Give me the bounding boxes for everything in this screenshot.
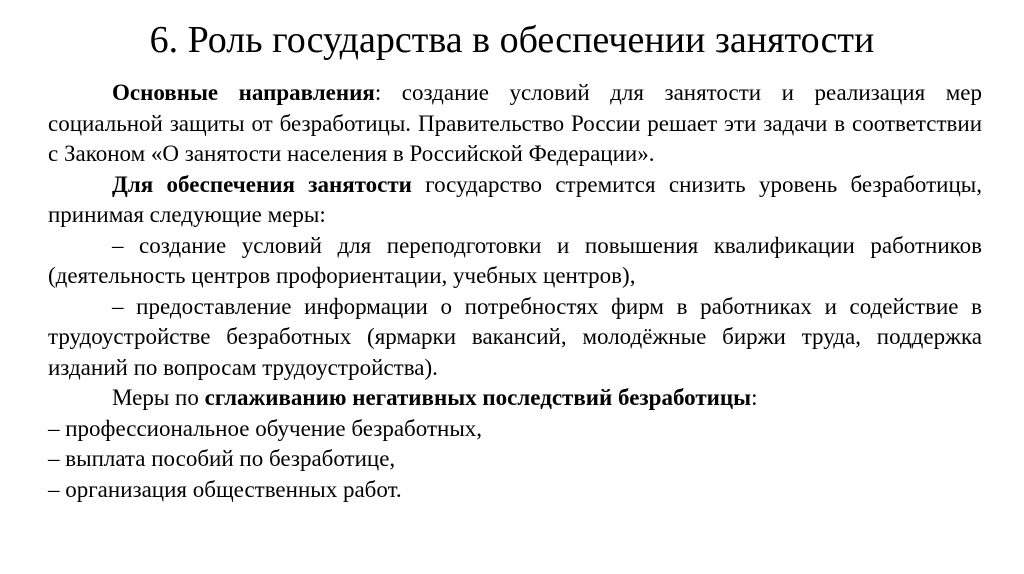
main-directions-heading: Основные направления <box>112 80 375 105</box>
paragraph-mitigation <box>48 383 982 414</box>
paragraph-retraining: – создание условий для переподготовки и повышения квалификации работников (деятельность центров профориентации, учебных центров), <box>48 232 982 288</box>
employment-support-text: государство стремится снизить уровень безработицы, принимая следующие меры: <box>48 171 982 227</box>
employment-support-heading: Для обеспечения занятости <box>112 171 412 197</box>
slide-title: 6. Роль государства в обеспечении занятости <box>149 19 875 61</box>
main-directions-text: : создание условий для занятости и реализация мер социальной защиты от безработицы. Правительство России решает эти задачи в соответствии с Законом «О занятости населения в Российской Федерации». <box>48 80 982 166</box>
mitigation-intro: Меры по <box>112 385 205 410</box>
mitigation-heading: сглаживанию негативных последствий безработицы <box>204 385 752 410</box>
measure-item: – организация общественных работ. <box>48 476 402 502</box>
paragraph-main-directions <box>48 78 982 170</box>
paragraph-information: – предоставление информации о потребностях фирм в работниках и содействие в трудоустройстве безработных (ярмарки вакансий, молодёжные биржи труда, поддержка изданий по вопросам трудоустройства). <box>48 293 982 380</box>
measure-item: – профессиональное обучение безработных, <box>48 415 483 441</box>
measure-item: – выплата пособий по безработице, <box>48 446 396 471</box>
slide-content <box>48 78 982 505</box>
paragraph-employment-support <box>48 170 982 231</box>
mitigation-colon: : <box>751 385 758 410</box>
